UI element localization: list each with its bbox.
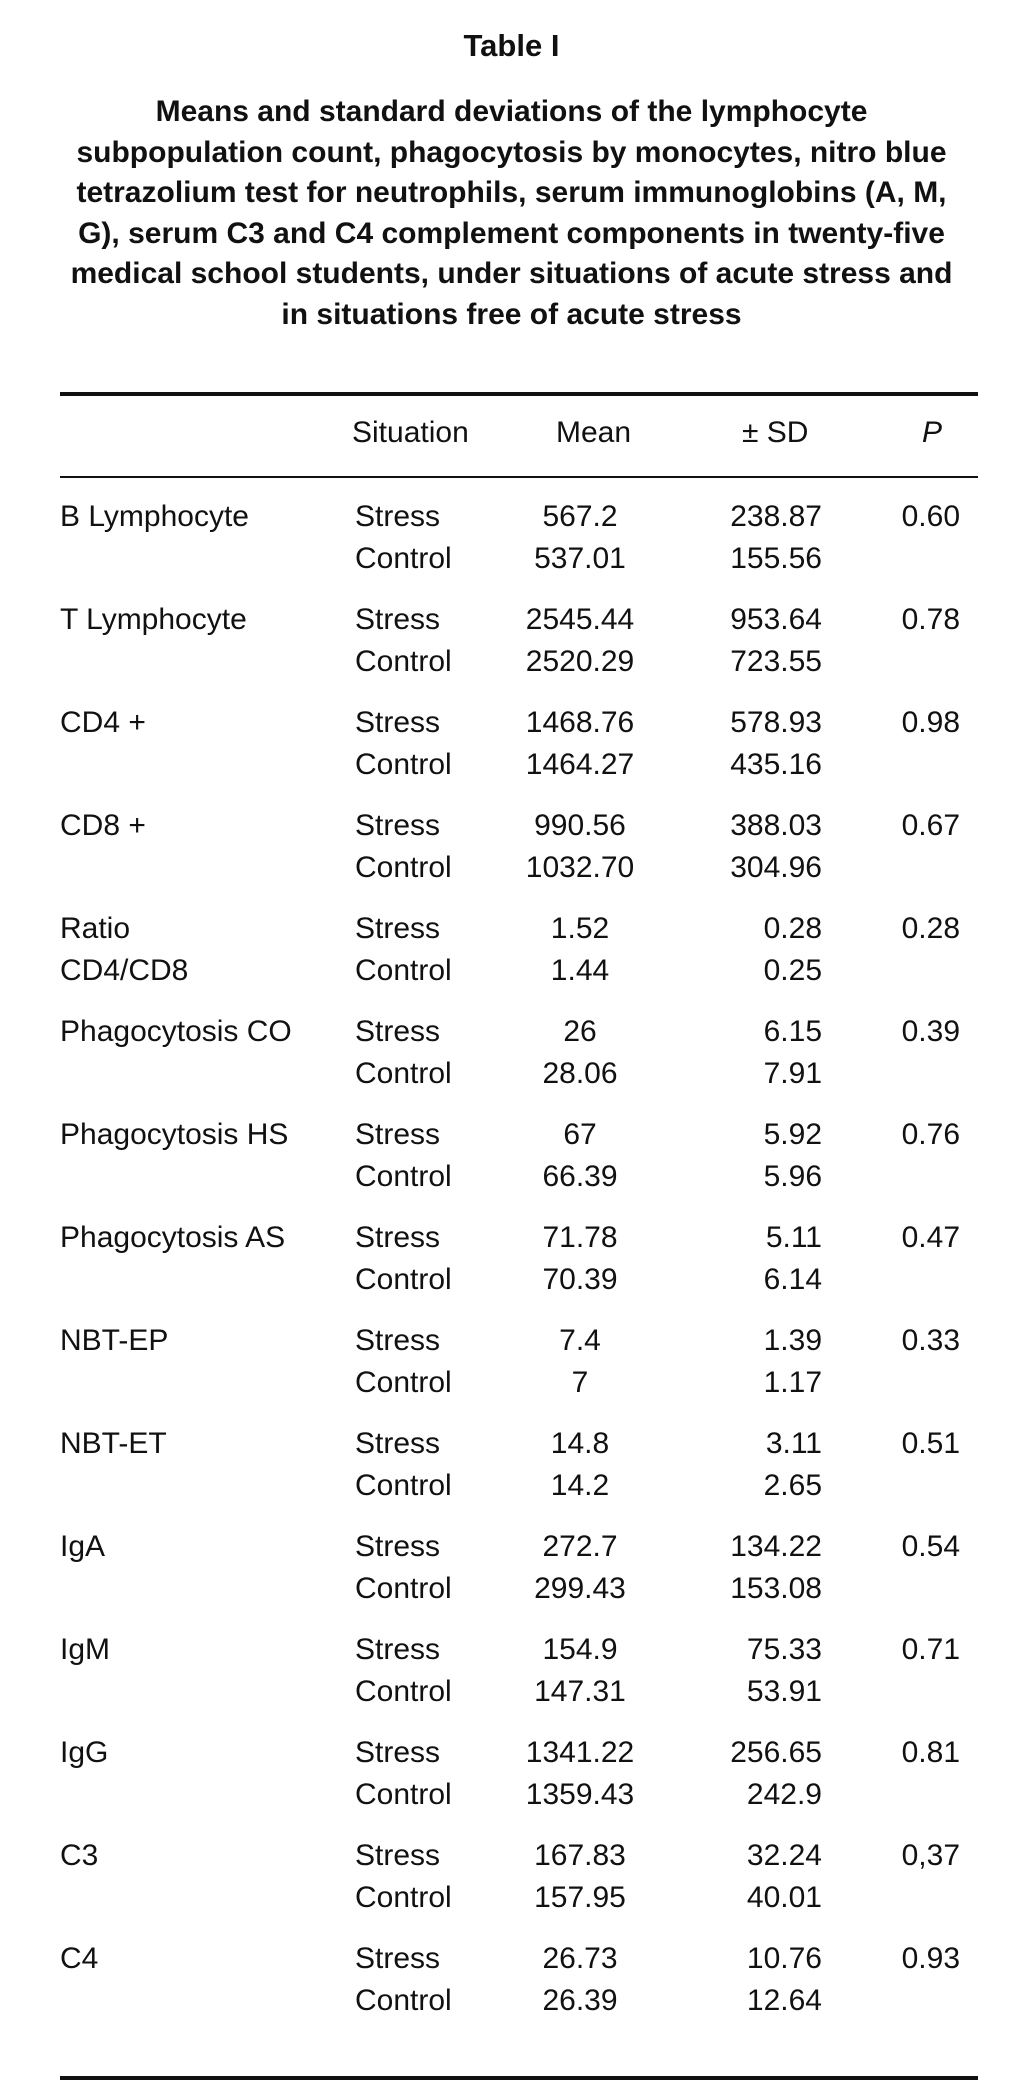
mean-control: 157.95 bbox=[534, 1881, 626, 1914]
p-value: 0.28 bbox=[901, 912, 960, 945]
situation-stress: Stress bbox=[355, 1427, 441, 1460]
parameter-name: Phagocytosis AS bbox=[60, 1221, 286, 1254]
mean-control: 7 bbox=[571, 1366, 589, 1399]
table-label: Table I bbox=[463, 28, 560, 63]
mean-stress: 1.52 bbox=[550, 912, 610, 945]
situation-stress: Stress bbox=[355, 809, 441, 842]
table-row bbox=[0, 1217, 1023, 1320]
sd-stress: 75.33 bbox=[746, 1633, 822, 1666]
sd-control: 6.14 bbox=[763, 1263, 822, 1296]
situation-control: Control bbox=[355, 1572, 452, 1605]
sd-stress: 578.93 bbox=[730, 706, 822, 739]
sd-control: 7.91 bbox=[763, 1057, 822, 1090]
mean-control: 1464.27 bbox=[525, 748, 635, 781]
p-value: 0.67 bbox=[901, 809, 960, 842]
mean-control: 1032.70 bbox=[525, 851, 635, 884]
situation-control: Control bbox=[355, 1984, 452, 2017]
sd-control: 242.9 bbox=[746, 1778, 822, 1811]
table-row bbox=[0, 1423, 1023, 1526]
table-row bbox=[0, 1320, 1023, 1423]
sd-control: 53.91 bbox=[746, 1675, 822, 1708]
sd-control: 0.25 bbox=[763, 954, 822, 987]
top-rule bbox=[60, 392, 978, 396]
table-header-row bbox=[0, 412, 1023, 458]
situation-stress: Stress bbox=[355, 706, 441, 739]
situation-stress: Stress bbox=[355, 500, 441, 533]
table-row bbox=[0, 1938, 1023, 2041]
mean-stress: 1341.22 bbox=[525, 1736, 635, 1769]
sd-stress: 953.64 bbox=[730, 603, 822, 636]
situation-control: Control bbox=[355, 542, 452, 575]
header-sd: ± SD bbox=[742, 416, 809, 449]
mean-stress: 2545.44 bbox=[525, 603, 635, 636]
situation-control: Control bbox=[355, 1057, 452, 1090]
header-mean: Mean bbox=[556, 416, 632, 449]
parameter-name: B Lymphocyte bbox=[60, 500, 249, 533]
mean-stress: 71.78 bbox=[542, 1221, 618, 1254]
p-value: 0.60 bbox=[901, 500, 960, 533]
sd-stress: 32.24 bbox=[746, 1839, 822, 1872]
header-rule bbox=[60, 476, 978, 478]
parameter-name: C3 bbox=[60, 1839, 99, 1872]
p-value: 0.33 bbox=[901, 1324, 960, 1357]
situation-stress: Stress bbox=[355, 1942, 441, 1975]
p-value: 0.54 bbox=[901, 1530, 960, 1563]
table-row bbox=[0, 1114, 1023, 1217]
mean-stress: 26.73 bbox=[542, 1942, 618, 1975]
mean-control: 2520.29 bbox=[525, 645, 635, 678]
table-row bbox=[0, 1732, 1023, 1835]
sd-stress: 10.76 bbox=[746, 1942, 822, 1975]
table-row bbox=[0, 1629, 1023, 1732]
situation-stress: Stress bbox=[355, 1736, 441, 1769]
mean-control: 28.06 bbox=[542, 1057, 618, 1090]
situation-stress: Stress bbox=[355, 1015, 441, 1048]
sd-stress: 238.87 bbox=[730, 500, 822, 533]
mean-stress: 26 bbox=[563, 1015, 597, 1048]
parameter-name: IgA bbox=[60, 1530, 106, 1563]
situation-control: Control bbox=[355, 645, 452, 678]
situation-control: Control bbox=[355, 1881, 452, 1914]
mean-control: 299.43 bbox=[534, 1572, 626, 1605]
mean-stress: 272.7 bbox=[542, 1530, 618, 1563]
situation-control: Control bbox=[355, 748, 452, 781]
p-value: 0.71 bbox=[901, 1633, 960, 1666]
mean-control: 66.39 bbox=[542, 1160, 618, 1193]
mean-stress: 7.4 bbox=[559, 1324, 601, 1357]
sd-control: 5.96 bbox=[763, 1160, 822, 1193]
table-row bbox=[0, 908, 1023, 1011]
situation-stress: Stress bbox=[355, 603, 441, 636]
sd-control: 435.16 bbox=[730, 748, 822, 781]
mean-control: 1.44 bbox=[550, 954, 610, 987]
sd-stress: 6.15 bbox=[763, 1015, 822, 1048]
situation-control: Control bbox=[355, 851, 452, 884]
mean-control: 70.39 bbox=[542, 1263, 618, 1296]
mean-control: 26.39 bbox=[542, 1984, 618, 2017]
sd-control: 1.17 bbox=[763, 1366, 822, 1399]
parameter-name: C4 bbox=[60, 1942, 99, 1975]
mean-stress: 167.83 bbox=[534, 1839, 626, 1872]
situation-control: Control bbox=[355, 1469, 452, 1502]
situation-control: Control bbox=[355, 1263, 452, 1296]
table-row bbox=[0, 1011, 1023, 1114]
situation-stress: Stress bbox=[355, 1530, 441, 1563]
table-caption: Means and standard deviations of the lymphocyte subpopulation count, phagocytosis by monocytes, nitro blue tetrazolium test for neutrophils, serum immunoglobins (A, M, G), serum C3 and C4 complement components in twenty-five medical school students, under situations of acute stress and in situations free of acute stress bbox=[70, 95, 953, 331]
mean-stress: 67 bbox=[563, 1118, 597, 1151]
p-value: 0.39 bbox=[901, 1015, 960, 1048]
parameter-name: IgG bbox=[60, 1736, 109, 1769]
p-value: 0.98 bbox=[901, 706, 960, 739]
sd-stress: 256.65 bbox=[730, 1736, 822, 1769]
table-row bbox=[0, 1526, 1023, 1629]
situation-control: Control bbox=[355, 1366, 452, 1399]
p-value: 0,37 bbox=[901, 1839, 960, 1872]
p-value: 0.51 bbox=[901, 1427, 960, 1460]
header-situation: Situation bbox=[352, 416, 469, 449]
mean-control: 537.01 bbox=[534, 542, 626, 575]
parameter-name: CD4 + bbox=[60, 706, 146, 739]
situation-stress: Stress bbox=[355, 1839, 441, 1872]
sd-stress: 3.11 bbox=[765, 1427, 822, 1460]
p-value: 0.76 bbox=[901, 1118, 960, 1151]
table-row bbox=[0, 702, 1023, 805]
situation-stress: Stress bbox=[355, 1324, 441, 1357]
sd-control: 723.55 bbox=[730, 645, 822, 678]
sd-control: 40.01 bbox=[746, 1881, 822, 1914]
situation-stress: Stress bbox=[355, 1633, 441, 1666]
p-value: 0.78 bbox=[901, 603, 960, 636]
mean-control: 1359.43 bbox=[525, 1778, 635, 1811]
situation-stress: Stress bbox=[355, 1118, 441, 1151]
mean-stress: 567.2 bbox=[542, 500, 618, 533]
mean-control: 147.31 bbox=[534, 1675, 626, 1708]
table-row bbox=[0, 599, 1023, 702]
situation-stress: Stress bbox=[355, 1221, 441, 1254]
table-row bbox=[0, 496, 1023, 599]
sd-control: 304.96 bbox=[730, 851, 822, 884]
sd-control: 2.65 bbox=[763, 1469, 822, 1502]
table-row bbox=[0, 1835, 1023, 1938]
situation-control: Control bbox=[355, 954, 452, 987]
mean-control: 14.2 bbox=[550, 1469, 610, 1502]
p-value: 0.93 bbox=[901, 1942, 960, 1975]
bottom-rule bbox=[60, 2076, 978, 2080]
sd-stress: 388.03 bbox=[730, 809, 822, 842]
situation-control: Control bbox=[355, 1675, 452, 1708]
situation-stress: Stress bbox=[355, 912, 441, 945]
parameter-name: T Lymphocyte bbox=[60, 603, 247, 636]
mean-stress: 154.9 bbox=[542, 1633, 618, 1666]
p-value: 0.47 bbox=[901, 1221, 960, 1254]
parameter-name: Ratio bbox=[60, 912, 131, 945]
mean-stress: 1468.76 bbox=[525, 706, 635, 739]
parameter-name: Phagocytosis HS bbox=[60, 1118, 289, 1151]
situation-control: Control bbox=[355, 1778, 452, 1811]
parameter-name: IgM bbox=[60, 1633, 111, 1666]
sd-control: 153.08 bbox=[730, 1572, 822, 1605]
parameter-name: NBT-EP bbox=[60, 1324, 169, 1357]
p-value: 0.81 bbox=[901, 1736, 960, 1769]
sd-control: 155.56 bbox=[730, 542, 822, 575]
mean-stress: 990.56 bbox=[534, 809, 626, 842]
sd-stress: 5.92 bbox=[763, 1118, 822, 1151]
table-body bbox=[0, 496, 1023, 2041]
sd-stress: 5.11 bbox=[765, 1221, 822, 1254]
parameter-name-line2: CD4/CD8 bbox=[60, 954, 189, 987]
table-row bbox=[0, 805, 1023, 908]
parameter-name: NBT-ET bbox=[60, 1427, 167, 1460]
parameter-name: Phagocytosis CO bbox=[60, 1015, 292, 1048]
header-p: P bbox=[922, 416, 943, 449]
sd-control: 12.64 bbox=[746, 1984, 822, 2017]
situation-control: Control bbox=[355, 1160, 452, 1193]
mean-stress: 14.8 bbox=[550, 1427, 610, 1460]
sd-stress: 0.28 bbox=[763, 912, 822, 945]
sd-stress: 1.39 bbox=[763, 1324, 822, 1357]
parameter-name: CD8 + bbox=[60, 809, 146, 842]
sd-stress: 134.22 bbox=[730, 1530, 822, 1563]
